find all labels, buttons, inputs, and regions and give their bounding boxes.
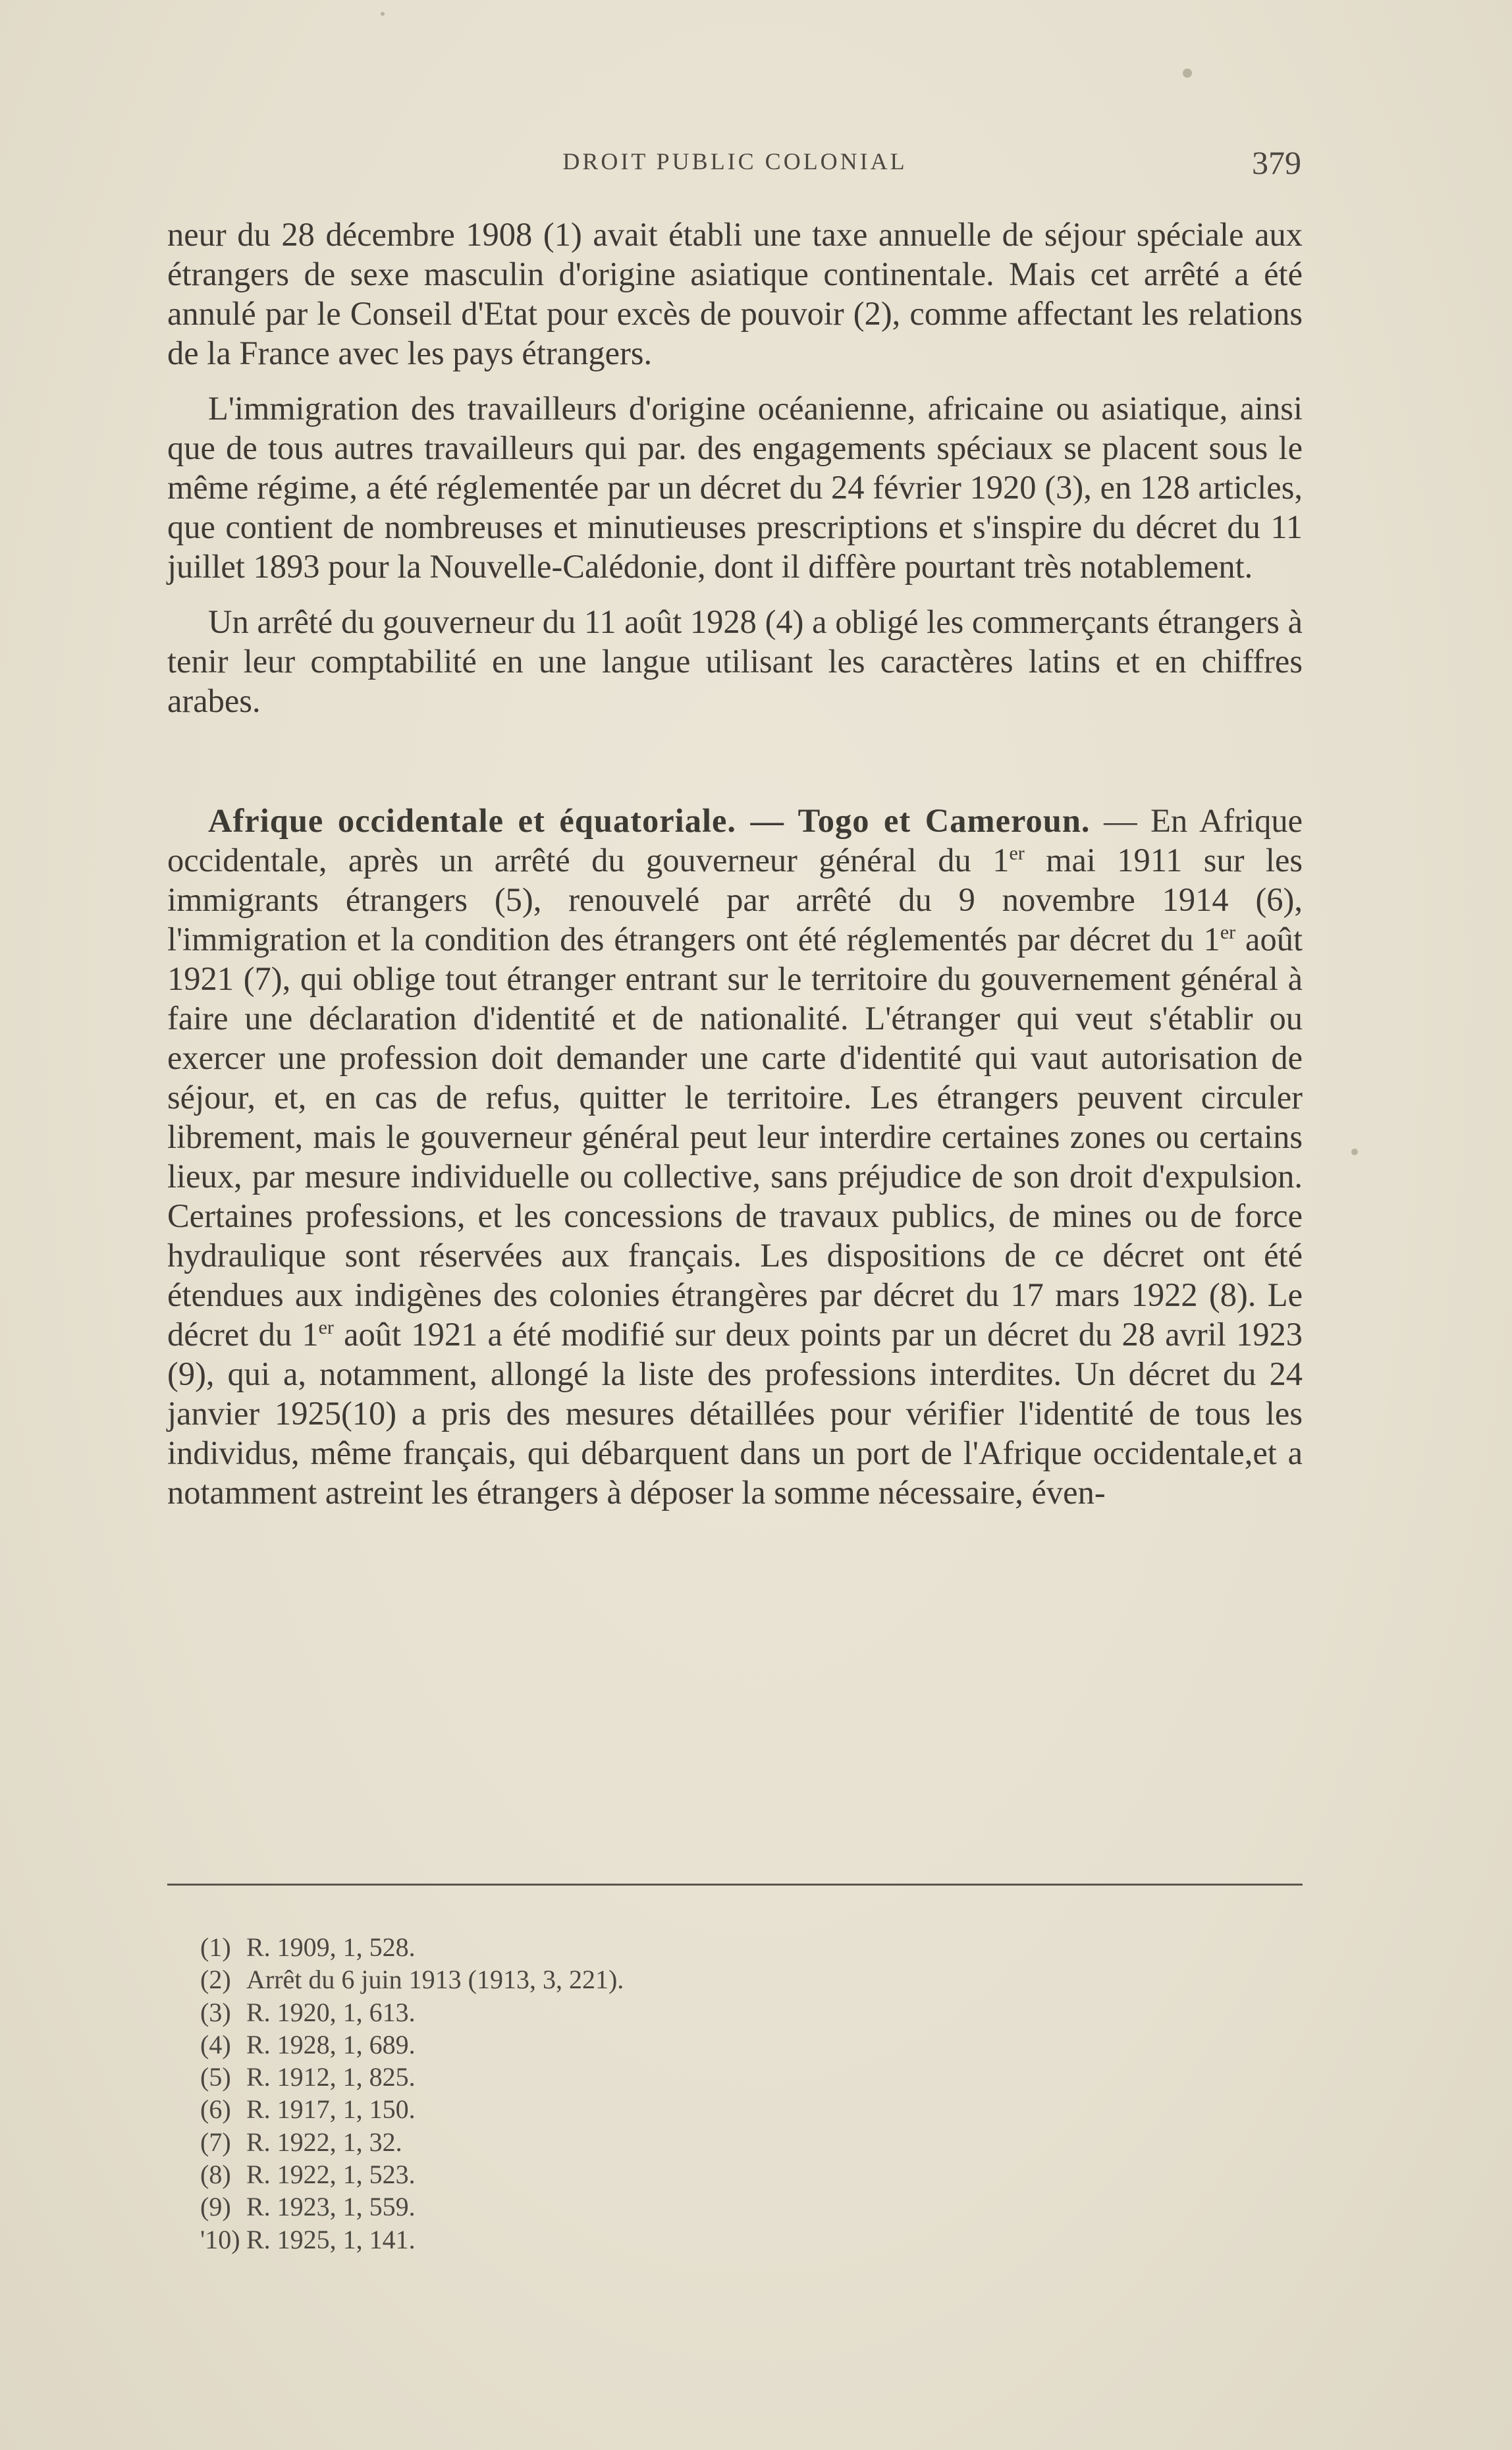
footnote-separator <box>167 1884 1303 1886</box>
footnote <box>200 2028 1122 2061</box>
footnote-number: (2) <box>200 1965 231 1995</box>
footnote <box>200 2061 1122 2093</box>
footnote <box>200 2158 1122 2191</box>
footnote-number: '10) <box>200 2224 240 2254</box>
footnote-text: R. 1909, 1, 528. <box>246 1932 416 1962</box>
footnote <box>200 1963 1122 1996</box>
footnote <box>200 2223 1122 2256</box>
superscript-er: er <box>1220 921 1236 943</box>
paragraph-2: L'immigration des travailleurs d'origine océanienne, africaine ou asiatique, ainsi que de tous autres travailleurs qui par. des engagements spéciaux se placent sous le même régime, a été réglementée par un décret du 24 février 1920 (3), en 128 articles, que contient de nombreuses et minutieuses prescriptions et s'inspire du décret du 11 juillet 1893 pour la Nouvelle-Calédonie, dont il diffère pourtant très notablement. <box>167 390 1303 585</box>
page-header <box>169 144 1301 183</box>
body-text <box>167 215 1303 1512</box>
paragraph-4-part-a: — En Afrique occidentale, après un arrêté du gouverneur général du 1 <box>167 802 1303 879</box>
footnote-number: (5) <box>200 2062 231 2092</box>
footnote-number: (9) <box>200 2192 231 2222</box>
section-heading: Afrique occidentale et équatoriale. — Togo et Cameroun. <box>208 802 1091 839</box>
footnote-text: R. 1920, 1, 613. <box>246 1997 416 2027</box>
footnote-text: R. 1922, 1, 32. <box>246 2127 402 2157</box>
footnote-number: (6) <box>200 2094 231 2125</box>
footnote-text: R. 1923, 1, 559. <box>246 2192 416 2222</box>
footnote-text: Arrêt du 6 juin 1913 (1913, 3, 221). <box>246 1965 624 1995</box>
footnote <box>200 1996 1122 2028</box>
page-number: 379 <box>1252 144 1301 181</box>
footnote-text: R. 1917, 1, 150. <box>246 2094 416 2125</box>
footnote <box>200 2126 1122 2158</box>
paragraph-1: neur du 28 décembre 1908 (1) avait établi une taxe annuelle de séjour spéciale aux étrangers de sexe masculin d'origine asiatique continentale. Mais cet arrêté a été annulé par le Conseil d'Etat pour excès de pouvoir (2), comme affectant les relations de la France avec les pays étrangers. <box>167 216 1303 371</box>
footnotes-list <box>200 1931 1122 2256</box>
footnote <box>200 2191 1122 2223</box>
footnote <box>200 1931 1122 1963</box>
paper-speck <box>1183 68 1192 78</box>
footnote-text: R. 1925, 1, 141. <box>246 2224 416 2254</box>
footnote-number: (8) <box>200 2160 231 2190</box>
superscript-er: er <box>318 1317 334 1338</box>
footnote-number: (3) <box>200 1997 231 2027</box>
paragraph-4 <box>167 801 1303 1512</box>
paragraph-4-part-b: mai 1911 sur les immigrants étrangers (5), renouvelé par arrêté du 9 novembre 1914 (6), l'immigration et la condition des étrangers ont été réglementés par décret du 1 <box>167 842 1303 958</box>
paragraph-3: Un arrêté du gouverneur du 11 août 1928 (4) a obligé les commerçants étrangers à tenir leur comptabilité en une langue utilisant les caractères latins et en chiffres arabes. <box>167 603 1303 719</box>
footnote-text: R. 1922, 1, 523. <box>246 2160 416 2190</box>
footnote-number: (1) <box>200 1932 231 1962</box>
running-title: DROIT PUBLIC COLONIAL <box>562 148 907 175</box>
paper-speck <box>381 12 385 16</box>
footnote-text: R. 1912, 1, 825. <box>246 2062 416 2092</box>
footnote-text: R. 1928, 1, 689. <box>246 2029 416 2059</box>
footnote-number: (4) <box>200 2029 231 2059</box>
paragraph-4-part-d: août 1921 a été modifié sur deux points par un décret du 28 avril 1923 (9), qui a, notamment, allongé la liste des professions interdites. Un décret du 24 janvier 1925(10) a pris des mesures détaillées pour vérifier l'identité de tous les individus, même français, qui débarquent dans un port de l'Afrique occidentale,et a notamment astreint les étrangers à déposer la somme nécessaire, éven- <box>167 1316 1303 1511</box>
footnote <box>200 2093 1122 2125</box>
superscript-er: er <box>1009 842 1025 864</box>
paper-speck <box>1351 1149 1358 1155</box>
footnote-number: (7) <box>200 2127 231 2157</box>
paragraph-4-part-c: août 1921 (7), qui oblige tout étranger entrant sur le territoire du gouvernement général à faire une déclaration d'identité et de nationalité. L'étranger qui veut s'établir ou exercer une profession doit demander une carte d'identité qui vaut autorisation de séjour, et, en cas de refus, quitter le territoire. Les étrangers peuvent circuler librement, mais le gouverneur général peut leur interdire certaines zones ou certains lieux, par mesure individuelle ou collective, sans préjudice de son droit d'expulsion. Certaines professions, et les concessions de travaux publics, de mines ou de force hydraulique sont réservées aux français. Les dispositions de ce décret ont été étendues aux indigènes des colonies étrangères par décret du 17 mars 1922 (8). Le décret du 1 <box>167 921 1303 1353</box>
